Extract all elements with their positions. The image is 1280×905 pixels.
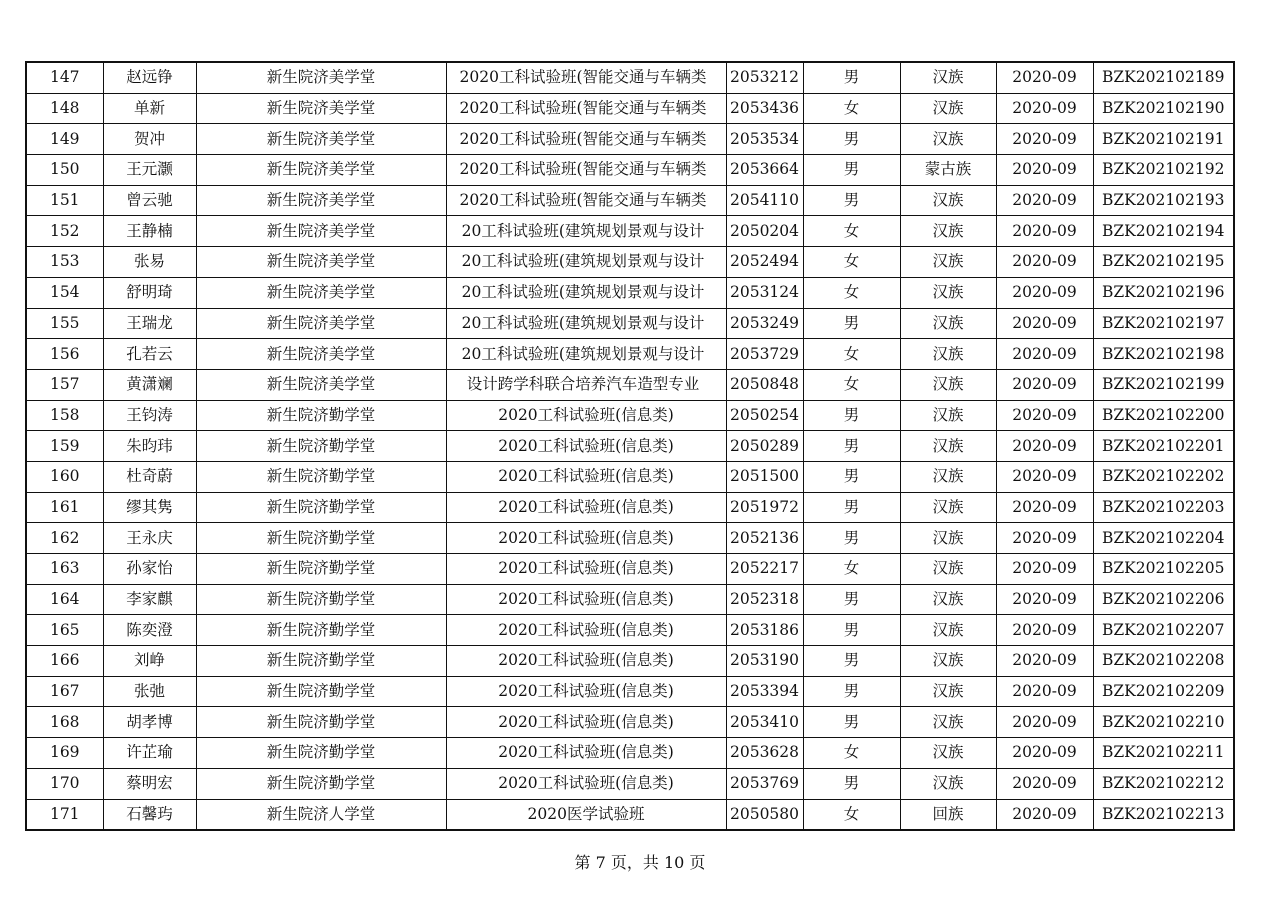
ethnicity-cell: 汉族 [900, 93, 996, 124]
college-cell: 新生院济勤学堂 [196, 492, 446, 523]
name-cell: 石馨玙 [103, 799, 196, 830]
ethnicity-cell: 汉族 [900, 738, 996, 769]
row-number-cell: 164 [26, 584, 103, 615]
page-number-text: 第 7 页，共 10 页 [574, 853, 706, 872]
major-text: 2020工科试验班(信息类) [498, 651, 674, 670]
gender-cell: 女 [803, 247, 900, 278]
major-text: 2020工科试验班(信息类) [498, 559, 674, 578]
certificate-code-cell: BZK202102200 [1093, 400, 1234, 431]
enrollment-date-cell: 2020-09 [996, 369, 1093, 400]
college-cell: 新生院济勤学堂 [196, 400, 446, 431]
certificate-code-cell: BZK202102212 [1093, 768, 1234, 799]
gender-cell: 女 [803, 93, 900, 124]
table-row [26, 615, 1234, 646]
name-cell: 王静楠 [103, 216, 196, 247]
table-row [26, 554, 1234, 585]
student-id-cell: 2050254 [726, 400, 803, 431]
table-row [26, 339, 1234, 370]
row-number-cell: 148 [26, 93, 103, 124]
enrollment-date-cell: 2020-09 [996, 308, 1093, 339]
certificate-code-cell: BZK202102192 [1093, 155, 1234, 186]
gender-cell: 男 [803, 62, 900, 93]
enrollment-date-cell: 2020-09 [996, 247, 1093, 278]
certificate-code-cell: BZK202102189 [1093, 62, 1234, 93]
gender-cell: 男 [803, 707, 900, 738]
row-number-cell: 170 [26, 768, 103, 799]
enrollment-date-cell: 2020-09 [996, 584, 1093, 615]
major-cell [446, 400, 726, 431]
college-cell: 新生院济勤学堂 [196, 768, 446, 799]
certificate-code-cell: BZK202102198 [1093, 339, 1234, 370]
certificate-code-cell: BZK202102208 [1093, 646, 1234, 677]
certificate-code-cell: BZK202102190 [1093, 93, 1234, 124]
enrollment-date-cell: 2020-09 [996, 768, 1093, 799]
gender-cell: 女 [803, 277, 900, 308]
enrollment-date-cell: 2020-09 [996, 62, 1093, 93]
college-cell: 新生院济勤学堂 [196, 584, 446, 615]
major-text: 2020工科试验班(信息类) [498, 774, 674, 793]
name-cell: 王元灏 [103, 155, 196, 186]
major-text: 20工科试验班(建筑规划景观与设计 [461, 283, 705, 302]
table-row [26, 155, 1234, 186]
table-body [26, 62, 1234, 830]
table-row [26, 461, 1234, 492]
major-text: 2020工科试验班(信息类) [498, 528, 674, 547]
ethnicity-cell: 汉族 [900, 216, 996, 247]
gender-cell: 女 [803, 216, 900, 247]
table-row [26, 93, 1234, 124]
gender-cell: 男 [803, 155, 900, 186]
table-row [26, 62, 1234, 93]
major-cell [446, 277, 726, 308]
table-row [26, 768, 1234, 799]
row-number-cell: 163 [26, 554, 103, 585]
row-number-cell: 168 [26, 707, 103, 738]
gender-cell: 女 [803, 799, 900, 830]
certificate-code-cell: BZK202102204 [1093, 523, 1234, 554]
row-number-cell: 162 [26, 523, 103, 554]
gender-cell: 女 [803, 738, 900, 769]
ethnicity-cell: 汉族 [900, 523, 996, 554]
enrollment-date-cell: 2020-09 [996, 799, 1093, 830]
name-cell: 胡孝博 [103, 707, 196, 738]
enrollment-date-cell: 2020-09 [996, 400, 1093, 431]
gender-cell: 女 [803, 554, 900, 585]
major-cell [446, 308, 726, 339]
college-cell: 新生院济美学堂 [196, 277, 446, 308]
gender-cell: 女 [803, 339, 900, 370]
student-id-cell: 2050204 [726, 216, 803, 247]
college-cell: 新生院济勤学堂 [196, 676, 446, 707]
major-text: 2020工科试验班(信息类) [498, 620, 674, 639]
row-number-cell: 159 [26, 431, 103, 462]
row-number-cell: 171 [26, 799, 103, 830]
enrollment-date-cell: 2020-09 [996, 738, 1093, 769]
major-cell [446, 339, 726, 370]
certificate-code-cell: BZK202102206 [1093, 584, 1234, 615]
major-cell [446, 799, 726, 830]
enrollment-date-cell: 2020-09 [996, 155, 1093, 186]
enrollment-date-cell: 2020-09 [996, 492, 1093, 523]
table-row [26, 492, 1234, 523]
ethnicity-cell: 汉族 [900, 768, 996, 799]
name-cell: 孔若云 [103, 339, 196, 370]
gender-cell: 男 [803, 523, 900, 554]
student-id-cell: 2053436 [726, 93, 803, 124]
major-cell [446, 492, 726, 523]
major-text: 2020医学试验班 [527, 804, 645, 823]
college-cell: 新生院济勤学堂 [196, 615, 446, 646]
row-number-cell: 167 [26, 676, 103, 707]
table-row [26, 646, 1234, 677]
major-text: 2020工科试验班(信息类) [498, 467, 674, 486]
name-cell: 王钧涛 [103, 400, 196, 431]
ethnicity-cell: 蒙古族 [900, 155, 996, 186]
gender-cell: 男 [803, 768, 900, 799]
gender-cell: 男 [803, 584, 900, 615]
student-id-cell: 2051500 [726, 461, 803, 492]
ethnicity-cell: 汉族 [900, 62, 996, 93]
table-row [26, 369, 1234, 400]
college-cell: 新生院济美学堂 [196, 369, 446, 400]
page-footer [0, 850, 1280, 873]
name-cell: 舒明琦 [103, 277, 196, 308]
student-id-cell: 2053534 [726, 124, 803, 155]
major-cell [446, 707, 726, 738]
major-text: 2020工科试验班(智能交通与车辆类 [459, 191, 707, 210]
row-number-cell: 152 [26, 216, 103, 247]
major-text: 2020工科试验班(信息类) [498, 712, 674, 731]
enrollment-date-cell: 2020-09 [996, 124, 1093, 155]
ethnicity-cell: 汉族 [900, 369, 996, 400]
enrollment-date-cell: 2020-09 [996, 554, 1093, 585]
college-cell: 新生院济勤学堂 [196, 738, 446, 769]
college-cell: 新生院济勤学堂 [196, 707, 446, 738]
ethnicity-cell: 汉族 [900, 308, 996, 339]
certificate-code-cell: BZK202102197 [1093, 308, 1234, 339]
ethnicity-cell: 汉族 [900, 676, 996, 707]
student-id-cell: 2052217 [726, 554, 803, 585]
major-cell [446, 523, 726, 554]
major-text: 20工科试验班(建筑规划景观与设计 [461, 252, 705, 271]
name-cell: 张弛 [103, 676, 196, 707]
name-cell: 王永庆 [103, 523, 196, 554]
enrollment-date-cell: 2020-09 [996, 339, 1093, 370]
row-number-cell: 156 [26, 339, 103, 370]
name-cell: 蔡明宏 [103, 768, 196, 799]
student-id-cell: 2054110 [726, 185, 803, 216]
ethnicity-cell: 汉族 [900, 554, 996, 585]
gender-cell: 男 [803, 646, 900, 677]
table-row [26, 277, 1234, 308]
table-row [26, 247, 1234, 278]
student-id-cell: 2053394 [726, 676, 803, 707]
name-cell: 许芷瑜 [103, 738, 196, 769]
ethnicity-cell: 汉族 [900, 707, 996, 738]
row-number-cell: 147 [26, 62, 103, 93]
row-number-cell: 169 [26, 738, 103, 769]
major-cell [446, 615, 726, 646]
gender-cell: 男 [803, 185, 900, 216]
college-cell: 新生院济勤学堂 [196, 431, 446, 462]
enrollment-date-cell: 2020-09 [996, 216, 1093, 247]
row-number-cell: 154 [26, 277, 103, 308]
certificate-code-cell: BZK202102203 [1093, 492, 1234, 523]
row-number-cell: 150 [26, 155, 103, 186]
major-text: 2020工科试验班(信息类) [498, 743, 674, 762]
major-text: 2020工科试验班(信息类) [498, 436, 674, 455]
gender-cell: 男 [803, 400, 900, 431]
ethnicity-cell: 汉族 [900, 247, 996, 278]
gender-cell: 男 [803, 124, 900, 155]
enrollment-date-cell: 2020-09 [996, 431, 1093, 462]
ethnicity-cell: 汉族 [900, 339, 996, 370]
row-number-cell: 160 [26, 461, 103, 492]
table-row [26, 523, 1234, 554]
major-text: 20工科试验班(建筑规划景观与设计 [461, 344, 705, 363]
major-text: 2020工科试验班(信息类) [498, 405, 674, 424]
student-id-cell: 2053769 [726, 768, 803, 799]
major-cell [446, 584, 726, 615]
college-cell: 新生院济勤学堂 [196, 646, 446, 677]
student-id-cell: 2053190 [726, 646, 803, 677]
college-cell: 新生院济勤学堂 [196, 523, 446, 554]
row-number-cell: 157 [26, 369, 103, 400]
college-cell: 新生院济美学堂 [196, 216, 446, 247]
major-cell [446, 369, 726, 400]
major-text: 2020工科试验班(智能交通与车辆类 [459, 68, 707, 87]
major-text: 2020工科试验班(智能交通与车辆类 [459, 99, 707, 118]
certificate-code-cell: BZK202102211 [1093, 738, 1234, 769]
certificate-code-cell: BZK202102199 [1093, 369, 1234, 400]
certificate-code-cell: BZK202102209 [1093, 676, 1234, 707]
gender-cell: 男 [803, 308, 900, 339]
certificate-code-cell: BZK202102194 [1093, 216, 1234, 247]
name-cell: 贺冲 [103, 124, 196, 155]
certificate-code-cell: BZK202102213 [1093, 799, 1234, 830]
gender-cell: 男 [803, 461, 900, 492]
name-cell: 赵远铮 [103, 62, 196, 93]
student-id-cell: 2051972 [726, 492, 803, 523]
major-text: 20工科试验班(建筑规划景观与设计 [461, 221, 705, 240]
student-id-cell: 2050289 [726, 431, 803, 462]
row-number-cell: 153 [26, 247, 103, 278]
certificate-code-cell: BZK202102195 [1093, 247, 1234, 278]
certificate-code-cell: BZK202102193 [1093, 185, 1234, 216]
college-cell: 新生院济勤学堂 [196, 461, 446, 492]
enrollment-date-cell: 2020-09 [996, 277, 1093, 308]
enrollment-date-cell: 2020-09 [996, 93, 1093, 124]
table-row [26, 400, 1234, 431]
ethnicity-cell: 回族 [900, 799, 996, 830]
college-cell: 新生院济勤学堂 [196, 554, 446, 585]
table-row [26, 185, 1234, 216]
student-id-cell: 2052494 [726, 247, 803, 278]
college-cell: 新生院济美学堂 [196, 124, 446, 155]
certificate-code-cell: BZK202102210 [1093, 707, 1234, 738]
name-cell: 陈奕澄 [103, 615, 196, 646]
student-table [25, 61, 1235, 831]
certificate-code-cell: BZK202102205 [1093, 554, 1234, 585]
major-cell [446, 554, 726, 585]
name-cell: 刘峥 [103, 646, 196, 677]
name-cell: 孙家怡 [103, 554, 196, 585]
student-id-cell: 2053410 [726, 707, 803, 738]
student-id-cell: 2053664 [726, 155, 803, 186]
table-row [26, 124, 1234, 155]
ethnicity-cell: 汉族 [900, 431, 996, 462]
row-number-cell: 165 [26, 615, 103, 646]
gender-cell: 男 [803, 492, 900, 523]
gender-cell: 男 [803, 431, 900, 462]
name-cell: 单新 [103, 93, 196, 124]
row-number-cell: 166 [26, 646, 103, 677]
gender-cell: 男 [803, 615, 900, 646]
major-text: 2020工科试验班(信息类) [498, 682, 674, 701]
name-cell: 缪其隽 [103, 492, 196, 523]
table-row [26, 308, 1234, 339]
student-id-cell: 2053212 [726, 62, 803, 93]
ethnicity-cell: 汉族 [900, 277, 996, 308]
major-cell [446, 93, 726, 124]
row-number-cell: 155 [26, 308, 103, 339]
ethnicity-cell: 汉族 [900, 584, 996, 615]
row-number-cell: 149 [26, 124, 103, 155]
student-id-cell: 2053729 [726, 339, 803, 370]
major-text: 设计跨学科联合培养汽车造型专业 [466, 375, 700, 394]
student-id-cell: 2050848 [726, 369, 803, 400]
enrollment-date-cell: 2020-09 [996, 615, 1093, 646]
certificate-code-cell: BZK202102207 [1093, 615, 1234, 646]
ethnicity-cell: 汉族 [900, 185, 996, 216]
college-cell: 新生院济人学堂 [196, 799, 446, 830]
major-cell [446, 124, 726, 155]
table-row [26, 738, 1234, 769]
table-row [26, 799, 1234, 830]
student-id-cell: 2053186 [726, 615, 803, 646]
college-cell: 新生院济美学堂 [196, 247, 446, 278]
major-cell [446, 216, 726, 247]
major-cell [446, 62, 726, 93]
student-id-cell: 2052318 [726, 584, 803, 615]
student-id-cell: 2053124 [726, 277, 803, 308]
student-id-cell: 2053628 [726, 738, 803, 769]
student-id-cell: 2053249 [726, 308, 803, 339]
ethnicity-cell: 汉族 [900, 615, 996, 646]
major-cell [446, 676, 726, 707]
ethnicity-cell: 汉族 [900, 124, 996, 155]
enrollment-date-cell: 2020-09 [996, 185, 1093, 216]
name-cell: 黄潇斓 [103, 369, 196, 400]
ethnicity-cell: 汉族 [900, 461, 996, 492]
row-number-cell: 161 [26, 492, 103, 523]
name-cell: 王瑞龙 [103, 308, 196, 339]
major-text: 20工科试验班(建筑规划景观与设计 [461, 313, 705, 332]
student-id-cell: 2052136 [726, 523, 803, 554]
table-row [26, 707, 1234, 738]
certificate-code-cell: BZK202102201 [1093, 431, 1234, 462]
name-cell: 朱昀玮 [103, 431, 196, 462]
table-row [26, 676, 1234, 707]
enrollment-date-cell: 2020-09 [996, 523, 1093, 554]
major-text: 2020工科试验班(智能交通与车辆类 [459, 160, 707, 179]
major-text: 2020工科试验班(信息类) [498, 497, 674, 516]
major-cell [446, 431, 726, 462]
major-cell [446, 155, 726, 186]
student-id-cell: 2050580 [726, 799, 803, 830]
gender-cell: 女 [803, 369, 900, 400]
enrollment-date-cell: 2020-09 [996, 676, 1093, 707]
college-cell: 新生院济美学堂 [196, 339, 446, 370]
college-cell: 新生院济美学堂 [196, 62, 446, 93]
ethnicity-cell: 汉族 [900, 492, 996, 523]
major-cell [446, 768, 726, 799]
table-row [26, 216, 1234, 247]
college-cell: 新生院济美学堂 [196, 308, 446, 339]
major-cell [446, 185, 726, 216]
major-cell [446, 247, 726, 278]
certificate-code-cell: BZK202102202 [1093, 461, 1234, 492]
name-cell: 李家麒 [103, 584, 196, 615]
row-number-cell: 151 [26, 185, 103, 216]
name-cell: 张易 [103, 247, 196, 278]
college-cell: 新生院济美学堂 [196, 93, 446, 124]
major-cell [446, 738, 726, 769]
ethnicity-cell: 汉族 [900, 646, 996, 677]
college-cell: 新生院济美学堂 [196, 185, 446, 216]
row-number-cell: 158 [26, 400, 103, 431]
major-text: 2020工科试验班(智能交通与车辆类 [459, 129, 707, 148]
gender-cell: 男 [803, 676, 900, 707]
enrollment-date-cell: 2020-09 [996, 461, 1093, 492]
enrollment-date-cell: 2020-09 [996, 646, 1093, 677]
college-cell: 新生院济美学堂 [196, 155, 446, 186]
table-row [26, 584, 1234, 615]
major-cell [446, 646, 726, 677]
certificate-code-cell: BZK202102196 [1093, 277, 1234, 308]
table-row [26, 431, 1234, 462]
name-cell: 杜奇蔚 [103, 461, 196, 492]
name-cell: 曾云驰 [103, 185, 196, 216]
certificate-code-cell: BZK202102191 [1093, 124, 1234, 155]
ethnicity-cell: 汉族 [900, 400, 996, 431]
major-text: 2020工科试验班(信息类) [498, 590, 674, 609]
enrollment-date-cell: 2020-09 [996, 707, 1093, 738]
major-cell [446, 461, 726, 492]
